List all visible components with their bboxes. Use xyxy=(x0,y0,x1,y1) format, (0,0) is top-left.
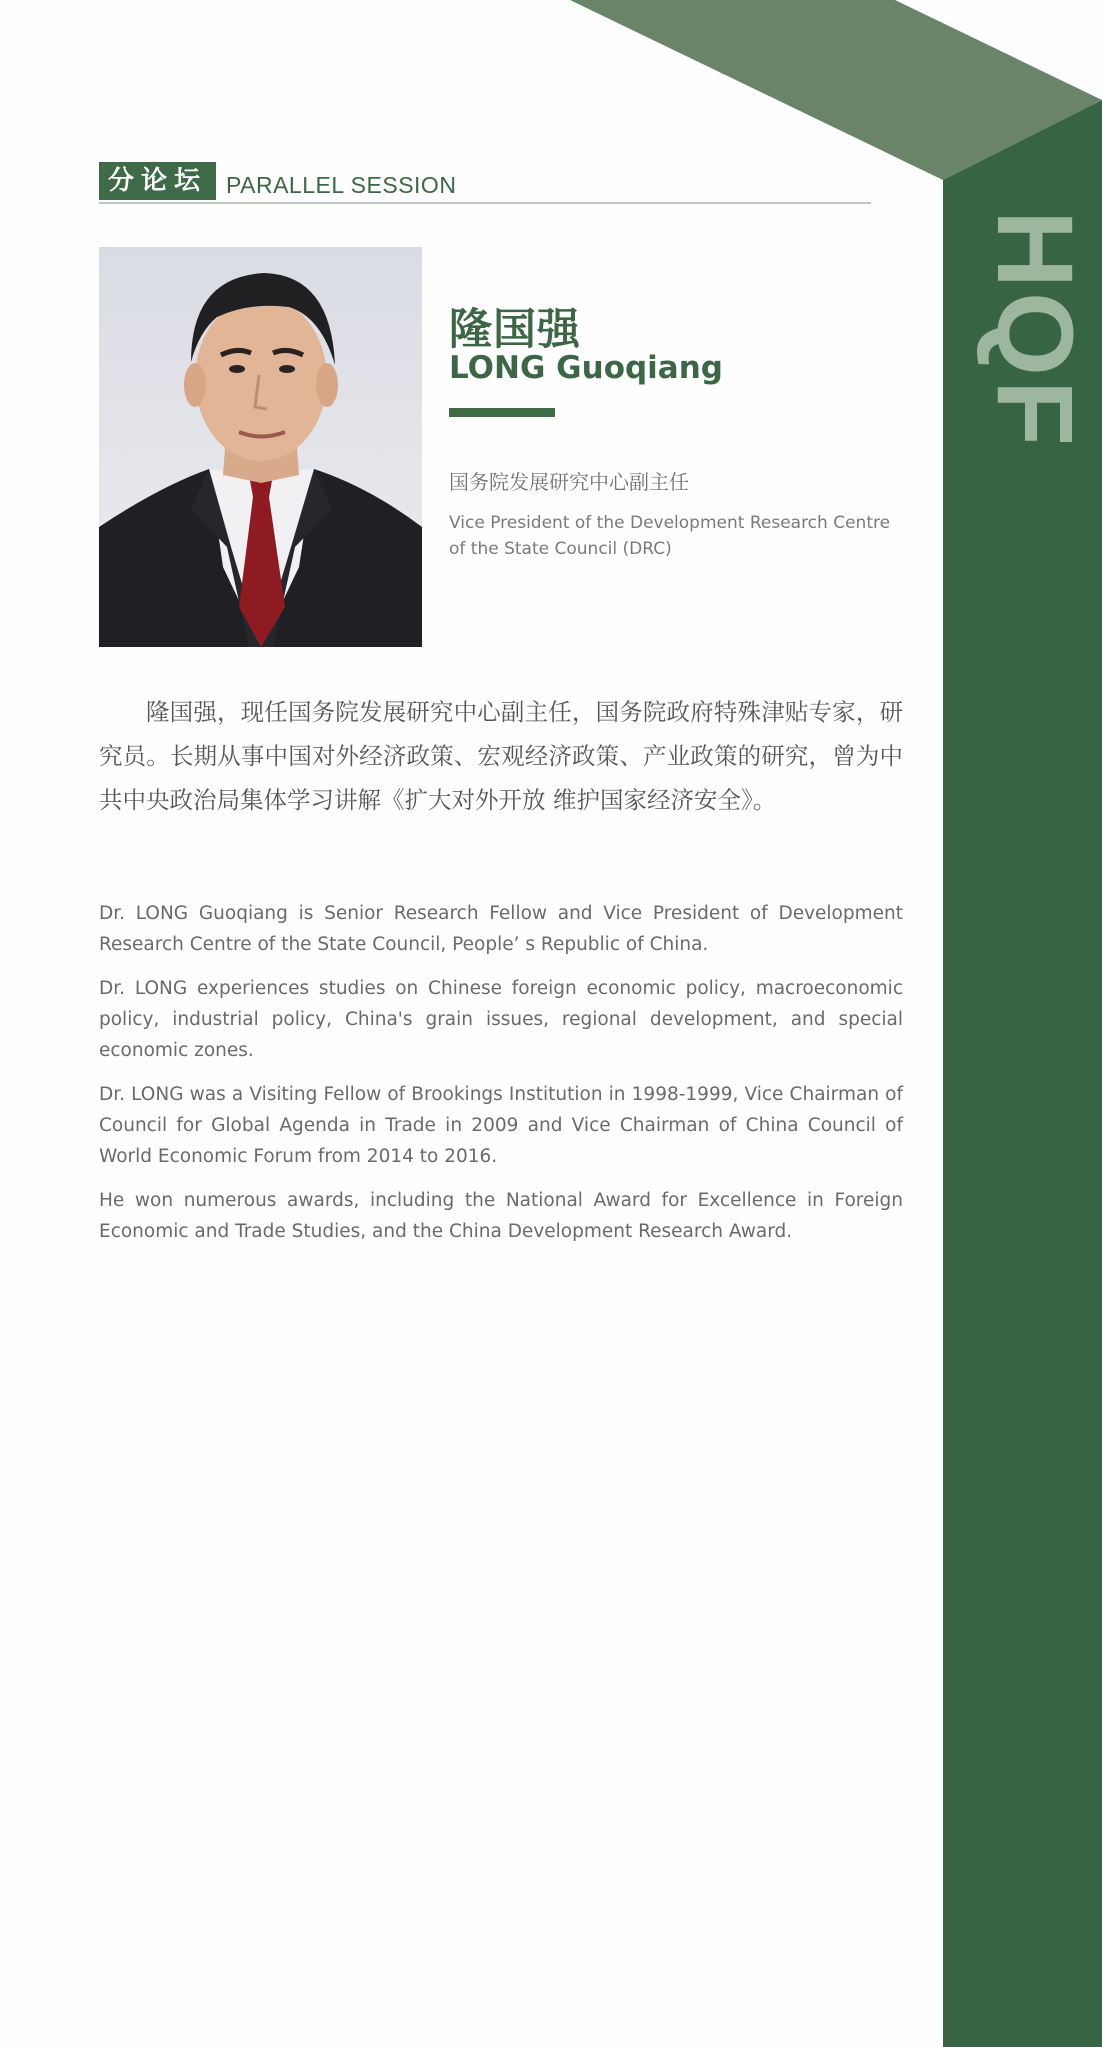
speaker-title-cn: 国务院发展研究中心副主任 xyxy=(449,470,689,494)
biography-cn: 隆国强，现任国务院发展研究中心副主任，国务院政府特殊津贴专家，研究员。长期从事中国对外经济政策、宏观经济政策、产业政策的研究，曾为中共中央政治局集体学习讲解《扩大对外开放 维护国家经济安全》。 xyxy=(99,698,903,814)
session-header xyxy=(99,162,871,204)
hqf-logo-text: HQF xyxy=(975,210,1096,450)
bio-paragraph: Dr. LONG experiences studies on Chinese foreign economic policy, macroeconomic policy, industrial policy, China's grain issues, regional development, and special economic zones. xyxy=(99,978,903,1061)
speaker-title-en: Vice President of the Development Research Centre of the State Council (DRC) xyxy=(449,513,891,559)
bio-paragraph: He won numerous awards, including the National Award for Excellence in Foreign Economic and Trade Studies, and the China Development Research Award. xyxy=(99,1190,903,1242)
biography-en xyxy=(99,898,903,1260)
speaker-name-en: LONG Guoqiang xyxy=(449,350,723,386)
hqf-vertical-logo xyxy=(975,210,1096,450)
session-badge: 分论坛 xyxy=(99,162,216,200)
name-underline-rule xyxy=(449,408,555,417)
bio-paragraph: Dr. LONG Guoqiang is Senior Research Fellow and Vice President of Development Research Centre of the State Council, People’ s Republic of China. xyxy=(99,903,903,955)
speaker-portrait xyxy=(99,247,422,647)
bio-paragraph: Dr. LONG was a Visiting Fellow of Brookings Institution in 1998-1999, Vice Chairman of Council for Global Agenda in Trade in 2009 and Vice Chairman of China Council of World Economic Forum from 2014 to 2016. xyxy=(99,1084,903,1167)
session-label: PARALLEL SESSION xyxy=(226,172,457,198)
portrait-illustration xyxy=(99,247,422,647)
speaker-name-cn: 隆国强 xyxy=(449,305,581,355)
